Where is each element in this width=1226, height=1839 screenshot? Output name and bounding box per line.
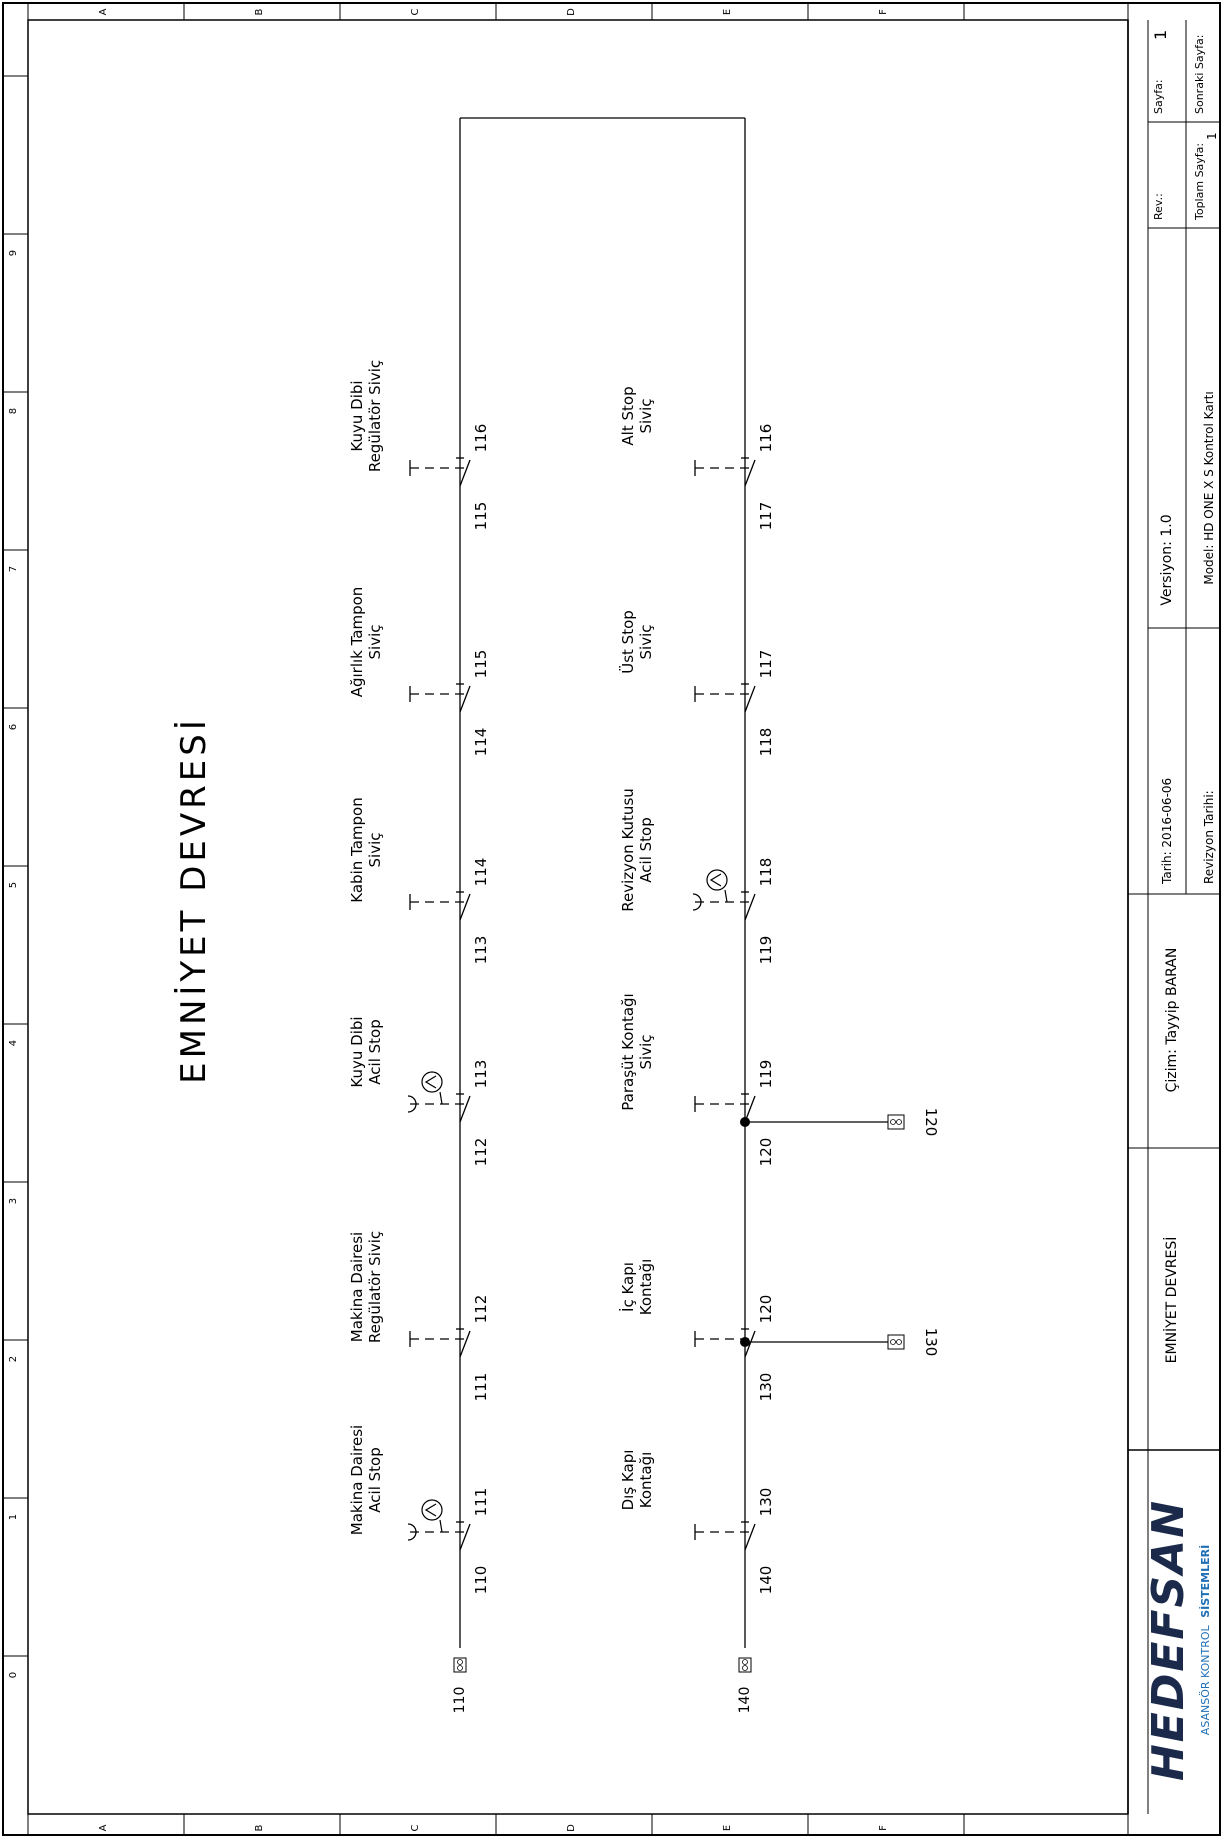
wire-number: 119 — [757, 1059, 775, 1089]
grid-row-letter: F — [878, 9, 889, 15]
terminal-label: 120 — [922, 1107, 940, 1137]
grid-col-number: 5 — [8, 881, 19, 889]
switch-contact — [745, 1524, 755, 1550]
wire-number: 117 — [757, 649, 775, 679]
wire-number: 115 — [472, 501, 490, 531]
total-pages-value: 1 — [1205, 132, 1219, 140]
component-label: Siviç — [637, 1034, 655, 1070]
brand-subtitle-bold: SİSTEMLERİ — [1199, 1544, 1212, 1618]
component-label: Revizyon Kutusu — [619, 788, 637, 912]
switch-contact — [460, 894, 470, 920]
component-label: Siviç — [637, 624, 655, 660]
component-label: Alt Stop — [619, 386, 637, 446]
component-label: Makina Dairesi — [348, 1231, 366, 1343]
grid-row-letter: A — [98, 8, 109, 16]
wire-number: 118 — [757, 727, 775, 757]
wire-number: 114 — [472, 857, 490, 887]
component-label: Ağırlık Tampon — [348, 586, 366, 698]
component-label: Regülatör Siviç — [366, 359, 384, 473]
wire-number: 112 — [472, 1294, 490, 1324]
grid-row-letter: D — [566, 8, 577, 16]
wire-number: 112 — [472, 1137, 490, 1167]
switch-contact — [460, 1096, 470, 1122]
page-title: EMNİYET DEVRESİ — [174, 716, 214, 1084]
component-label: Kabin Tampon — [348, 797, 366, 903]
wire-number: 111 — [472, 1372, 490, 1402]
grid-col-number: 6 — [8, 723, 19, 731]
brand-logo — [1143, 1499, 1212, 1781]
wire-number: 120 — [757, 1294, 775, 1324]
component-label: Acil Stop — [637, 817, 655, 883]
svg-text:ASANSÖR KONTROL SİSTEM — [1198, 1545, 1212, 1735]
drawn-by: Çizim: Tayyip BARAN — [1164, 947, 1180, 1093]
brand-subtitle: ASANSÖR KONTROL — [1199, 1625, 1212, 1736]
component-label: Acil Stop — [366, 1019, 384, 1085]
sheet-title: EMNİYET DEVRESİ — [1164, 1236, 1180, 1364]
component-label: Acil Stop — [366, 1447, 384, 1513]
title-block — [1128, 20, 1220, 1814]
grid-row-letter: A — [98, 1824, 109, 1832]
switch-contact — [745, 894, 755, 920]
grid-row-letter: E — [722, 8, 733, 16]
grid-row-letter: C — [410, 1824, 421, 1832]
brand-name: HEDEFSAN — [1143, 1498, 1194, 1782]
grid-col-number: 1 — [8, 1513, 19, 1521]
component-label: Kontağı — [637, 1451, 655, 1509]
component-label: Dış Kapı — [619, 1449, 637, 1511]
wire-number: 114 — [472, 727, 490, 757]
grid-row-letter: E — [722, 1824, 733, 1832]
wire-number: 113 — [472, 1059, 490, 1089]
grid-col-number: 7 — [8, 565, 19, 573]
grid-col-number: 4 — [8, 1039, 19, 1047]
total-pages-label: Toplam Sayfa: — [1193, 142, 1206, 220]
grid-col-number: 9 — [8, 249, 19, 257]
component-label: Siviç — [366, 624, 384, 660]
grid-row-letter: B — [254, 8, 265, 16]
component-label: Kuyu Dibi — [348, 380, 366, 452]
border-grid — [3, 3, 1128, 1835]
component-label: Paraşüt Kontağı — [619, 993, 637, 1111]
component-label: İç Kapı — [619, 1262, 637, 1312]
wire-number: 116 — [472, 423, 490, 453]
page-value: 1 — [1151, 29, 1170, 40]
wire-number: 115 — [472, 649, 490, 679]
model-field: Model: HD ONE X S Kontrol Kartı — [1202, 391, 1216, 585]
grid-col-number: 3 — [8, 1197, 19, 1205]
switch-contact — [460, 1331, 470, 1357]
estop-arrow-icon — [426, 1076, 436, 1088]
switch-contact — [745, 460, 755, 486]
wire-number: 110 — [472, 1565, 490, 1595]
estop-arrow-icon — [711, 874, 721, 886]
switch-contact — [745, 686, 755, 712]
wire-number: 140 — [757, 1565, 775, 1595]
next-page-label: Sonraki Sayfa: — [1193, 34, 1206, 114]
wire-number: 120 — [757, 1137, 775, 1167]
component-label: Makina Dairesi — [348, 1424, 366, 1536]
terminal-block-icon — [454, 1658, 466, 1672]
grid-row-letter: C — [410, 8, 421, 16]
terminal-block-icon — [739, 1658, 751, 1672]
grid-col-number: 0 — [8, 1671, 19, 1679]
estop-arrow-icon — [426, 1504, 436, 1516]
version-field: Versiyon: 1.0 — [1159, 514, 1175, 606]
date-field: Tarih: 2016-06-06 — [1160, 777, 1174, 884]
grid-row-letter: F — [878, 1825, 889, 1831]
revision-date-field: Revizyon Tarihi: — [1202, 790, 1216, 884]
grid-col-number: 2 — [8, 1355, 19, 1363]
wire-number: 113 — [472, 935, 490, 965]
terminal-label: 140 — [737, 1686, 753, 1714]
switch-contact — [460, 686, 470, 712]
rev-field: Rev.: — [1152, 193, 1165, 220]
wire-number: 111 — [472, 1487, 490, 1517]
switch-contact — [460, 460, 470, 486]
component-label: Üst Stop — [619, 610, 637, 674]
switch-contact — [460, 1524, 470, 1550]
terminal-label: 130 — [922, 1327, 940, 1357]
component-label: Kuyu Dibi — [348, 1016, 366, 1088]
wire-number: 130 — [757, 1487, 775, 1517]
component-label: Kontağı — [637, 1258, 655, 1316]
component-label: Siviç — [366, 832, 384, 868]
grid-row-letter: D — [566, 1824, 577, 1832]
grid-col-number: 8 — [8, 407, 19, 415]
wire-number: 117 — [757, 501, 775, 531]
wire-number: 119 — [757, 935, 775, 965]
component-label: Siviç — [637, 398, 655, 434]
component-label: Regülatör Siviç — [366, 1230, 384, 1344]
grid-row-letter: B — [254, 1824, 265, 1832]
page-label: Sayfa: — [1152, 79, 1165, 114]
wire-number: 118 — [757, 857, 775, 887]
wire-number: 116 — [757, 423, 775, 453]
wire-number: 130 — [757, 1372, 775, 1402]
safety-circuit — [348, 118, 940, 1713]
terminal-label: 110 — [452, 1686, 468, 1714]
